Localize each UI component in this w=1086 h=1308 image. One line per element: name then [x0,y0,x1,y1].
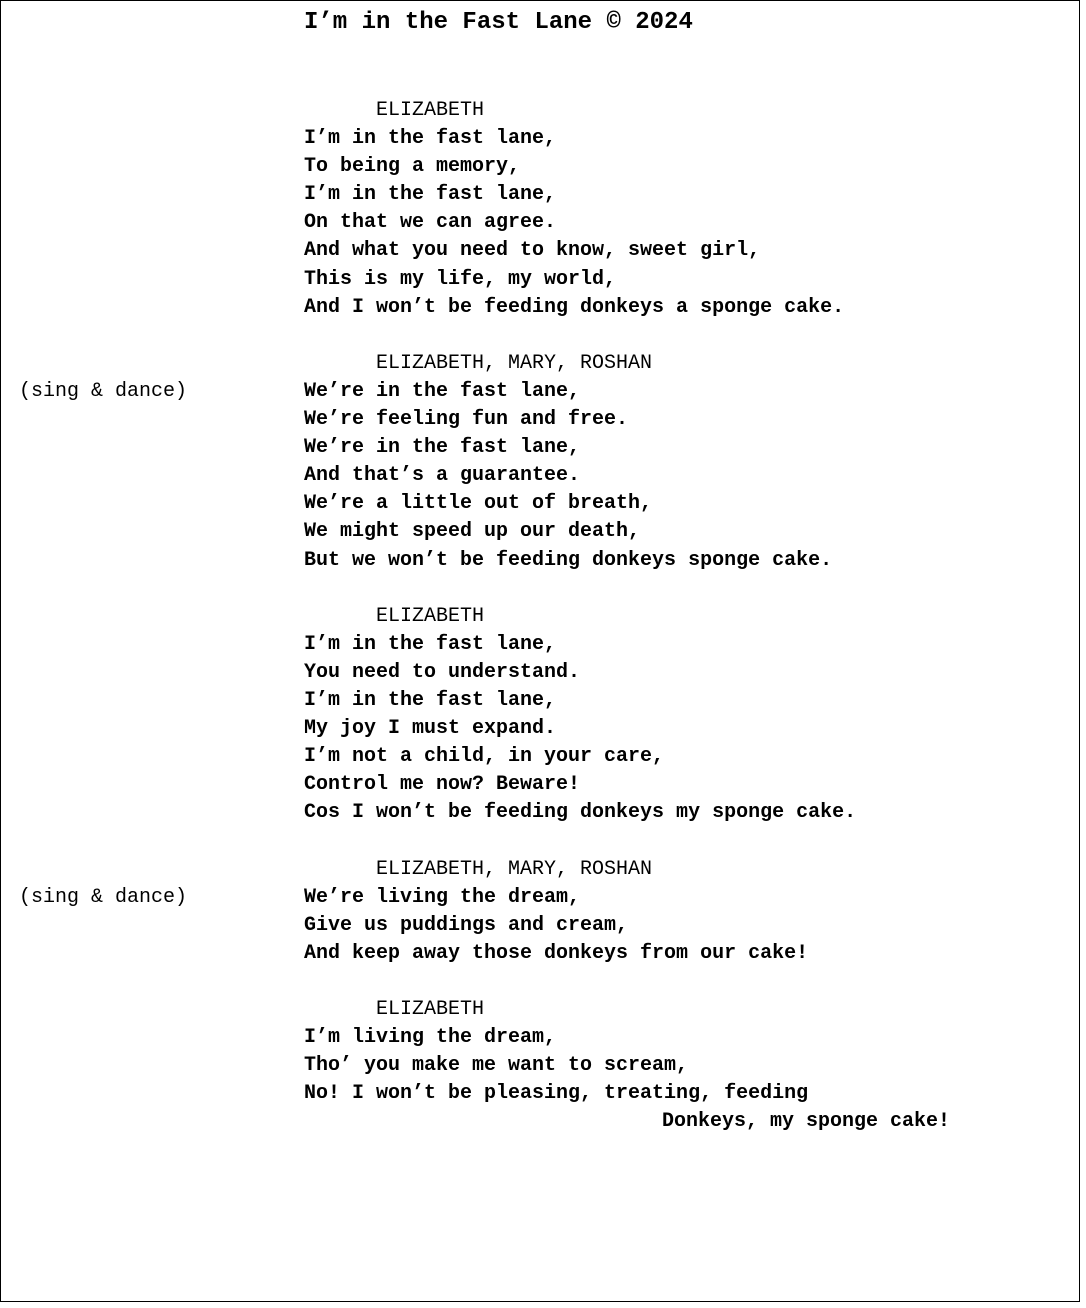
script-line [1,940,1079,968]
lyric-line: And I won’t be feeding donkeys a sponge cake. [304,295,845,319]
script-line [1,715,1079,743]
lyric-line: I’m in the fast lane, [304,632,557,656]
script-line [1,1024,1079,1052]
blank-line [1,575,1079,603]
lyric-line: Tho’ you make me want to scream, [304,1054,689,1078]
script-line [1,350,1079,378]
script-line [1,406,1079,434]
script-line [1,799,1079,827]
lyric-line: And that’s a guarantee. [304,464,581,488]
lyrics-block [1,97,1079,1136]
script-line [1,912,1079,940]
script-line [1,490,1079,518]
script-line [1,687,1079,715]
lyric-line: I’m in the fast lane, [304,127,557,151]
lyric-line: This is my life, my world, [304,267,617,291]
character-name: ELIZABETH [376,604,485,628]
lyric-line: But we won’t be feeding donkeys sponge cake. [304,548,833,572]
script-line [1,125,1079,153]
lyric-line: No! I won’t be pleasing, treating, feeding [304,1082,809,1106]
script-line [1,378,1079,406]
lyric-line: To being a memory, [304,155,521,179]
lyric-line: I’m living the dream, [304,1026,557,1050]
script-line [1,181,1079,209]
script-line [1,434,1079,462]
character-name: ELIZABETH, MARY, ROSHAN [376,351,653,375]
blank-line [1,968,1079,996]
blank-line [1,827,1079,855]
script-line [1,603,1079,631]
lyric-line: I’m not a child, in your care, [304,745,665,769]
script-line [1,294,1079,322]
script-line [1,518,1079,546]
script-line [1,1108,1079,1136]
character-name: ELIZABETH, MARY, ROSHAN [376,857,653,881]
stage-direction: (sing & dance) [19,885,188,909]
lyric-line-continuation: Donkeys, my sponge cake! [662,1110,951,1134]
script-line [1,237,1079,265]
blank-line [1,322,1079,350]
script-line [1,1052,1079,1080]
script-line [1,743,1079,771]
script-line [1,856,1079,884]
lyric-line: On that we can agree. [304,211,557,235]
lyric-line: And what you need to know, sweet girl, [304,239,761,263]
script-line [1,996,1079,1024]
lyric-line: Give us puddings and cream, [304,913,629,937]
script-line [1,1080,1079,1108]
lyric-line: We’re in the fast lane, [304,436,581,460]
script-line [1,462,1079,490]
script-line [1,771,1079,799]
script-line [1,884,1079,912]
lyric-line: We’re feeling fun and free. [304,408,629,432]
script-line [1,547,1079,575]
lyric-line: I’m in the fast lane, [304,183,557,207]
lyric-line: We’re in the fast lane, [304,379,581,403]
lyric-line: Control me now? Beware! [304,773,581,797]
lyric-line: My joy I must expand. [304,717,557,741]
lyric-line: I’m in the fast lane, [304,688,557,712]
character-name: ELIZABETH [376,998,485,1021]
lyric-line: Cos I won’t be feeding donkeys my sponge cake. [304,801,857,825]
character-name: ELIZABETH [376,99,485,122]
script-line [1,209,1079,237]
script-line [1,153,1079,181]
lyric-line: And keep away those donkeys from our cake! [304,941,809,965]
lyric-line: We’re a little out of breath, [304,492,653,516]
script-line [1,631,1079,659]
script-line [1,659,1079,687]
stage-direction: (sing & dance) [19,379,188,403]
script-line [1,97,1079,125]
lyric-line: You need to understand. [304,660,581,684]
song-title: I’m in the Fast Lane © 2024 [304,9,693,36]
script-line [1,266,1079,294]
lyric-line: We’re living the dream, [304,885,581,909]
lyric-line: We might speed up our death, [304,520,641,544]
